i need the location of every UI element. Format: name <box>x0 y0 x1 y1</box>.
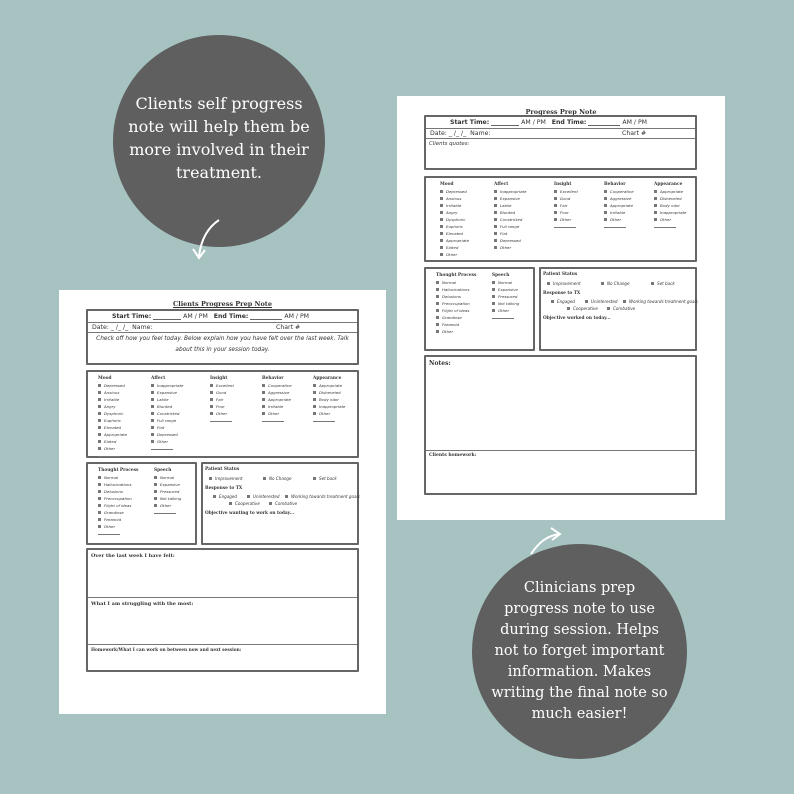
end-time-field[interactable] <box>250 319 282 320</box>
homework-label: Clients homework: <box>429 453 477 458</box>
insight-option[interactable]: Other <box>554 216 578 223</box>
behavior-option[interactable]: Aggressive <box>262 389 292 396</box>
engaged-option[interactable]: Engaged <box>213 494 237 499</box>
speech-option[interactable]: Other <box>154 502 181 509</box>
behavior-option[interactable]: Other <box>262 410 292 417</box>
bubble-clinician-text: Clinicians prep progress note to use during session. Helps not to forget important information. Makes writing the final note so much easier! <box>491 580 668 722</box>
insight-option[interactable]: Fair <box>210 396 234 403</box>
mental-status-box <box>86 370 359 458</box>
appearance-option[interactable]: Appropriate <box>313 382 345 389</box>
mood-option[interactable]: Depressed <box>440 188 469 195</box>
insight-option[interactable]: Good <box>554 195 578 202</box>
clinician-note-title: Progress Prep Note <box>525 108 597 116</box>
speech-option[interactable]: Not talking <box>154 495 181 502</box>
appearance-option[interactable]: Disheveled <box>654 195 686 202</box>
homework-label: Homework/What I can work on between now and next session: <box>91 648 242 653</box>
behavior-option[interactable]: Aggressive <box>604 195 634 202</box>
affect-option[interactable]: Labile <box>151 396 183 403</box>
affect-option[interactable]: Full range <box>151 417 183 424</box>
end-time-label: End Time: <box>213 313 249 320</box>
speech-option[interactable]: Expansive <box>154 481 181 488</box>
objective-label: Objective wanting to work on today... <box>205 511 295 516</box>
thought-option[interactable]: Other <box>436 328 476 335</box>
appearance-option[interactable]: Appropriate <box>654 188 686 195</box>
insight-option[interactable]: Fair <box>554 202 578 209</box>
info-bubble-client <box>113 35 325 247</box>
mood-option[interactable]: Angry <box>440 209 469 216</box>
cooperative-option[interactable]: Cooperative <box>567 306 598 311</box>
mood-option[interactable]: Euphoric <box>98 417 127 424</box>
affect-option[interactable]: Expansive <box>151 389 183 396</box>
objective-label: Objective worked on today... <box>543 316 611 321</box>
mood-option[interactable]: Elated <box>98 438 127 445</box>
mood-option[interactable]: Irritable <box>440 202 469 209</box>
affect-option[interactable]: Flat <box>494 230 526 237</box>
thought-option[interactable]: Normal <box>436 279 476 286</box>
affect-option[interactable]: Expansive <box>494 195 526 202</box>
thought-option[interactable]: Other <box>98 523 138 530</box>
mood-option[interactable]: Other <box>440 251 469 258</box>
appearance-option[interactable]: Inappropriate <box>313 403 345 410</box>
date-field[interactable]: _ /_ /_ <box>110 324 129 331</box>
thought-option[interactable]: Delusions <box>98 488 138 495</box>
date-label: Date: <box>92 324 109 331</box>
speech-option[interactable]: Pressured <box>492 293 519 300</box>
no-change-option[interactable]: No Change <box>601 281 630 286</box>
thought-option[interactable]: Paranoid <box>98 516 138 523</box>
affect-option[interactable]: Labile <box>494 202 526 209</box>
mood-option[interactable]: Euphoric <box>440 223 469 230</box>
mood-column: Mood Depressed Anxious Irritable Angry Dysphoric Euphoric Elevated Appropriate Elated Other <box>440 182 470 257</box>
patient-status-box <box>201 462 359 545</box>
mood-option[interactable]: Appropriate <box>440 237 469 244</box>
affect-option[interactable]: Constricted <box>151 410 183 417</box>
thought-option[interactable]: Hallucinations <box>98 481 138 488</box>
appearance-option[interactable]: Body odor <box>313 396 345 403</box>
affect-column: Affect Inappropriate Expansive Labile Blunted Constricted Full range Flat Depressed Other <box>494 182 527 250</box>
insight-column: Insight Excellent Good Fair Poor Other <box>210 376 234 422</box>
mood-option[interactable]: Elevated <box>98 424 127 431</box>
behavior-option[interactable]: Irritable <box>604 209 634 216</box>
patient-status-box <box>539 267 697 351</box>
thought-option[interactable]: Preoccupation <box>436 300 476 307</box>
start-time-label: Start Time: <box>112 313 152 320</box>
instructions-text: Check off how you feel today. Below explain how you have felt over the last week. Talk about this in your session today. <box>96 336 349 353</box>
affect-option[interactable]: Depressed <box>494 237 526 244</box>
combative-option[interactable]: Combative <box>269 501 297 506</box>
struggling-label: What I am struggling with the most: <box>91 601 194 607</box>
mood-option[interactable]: Depressed <box>98 382 127 389</box>
set-back-option[interactable]: Set back <box>651 281 675 286</box>
quotes-label: Clients quotes: <box>429 141 470 147</box>
appearance-option[interactable]: Body odor <box>654 202 686 209</box>
behavior-option[interactable]: Cooperative <box>604 188 634 195</box>
thought-option[interactable]: Delusions <box>436 293 476 300</box>
felt-label: Over the last week I have felt: <box>91 553 175 559</box>
start-time-field[interactable] <box>153 319 181 320</box>
affect-option[interactable]: Blunted <box>151 403 183 410</box>
mood-option[interactable]: Irritable <box>98 396 127 403</box>
working-option[interactable]: Working towards treatment goals <box>623 299 698 304</box>
insight-option[interactable]: Good <box>210 389 234 396</box>
chart-label: Chart # <box>276 324 301 331</box>
name-label: Name: <box>470 130 491 137</box>
affect-option[interactable]: Blunted <box>494 209 526 216</box>
behavior-option[interactable]: Other <box>604 216 634 223</box>
patient-status-heading: Patient Status <box>543 272 578 277</box>
uninterested-option[interactable]: Uninterested <box>585 299 618 304</box>
patient-status-heading: Patient Status <box>205 467 240 472</box>
thought-option[interactable]: Preoccupation <box>98 495 138 502</box>
improvement-option[interactable]: Improvement <box>547 281 581 286</box>
cooperative-option[interactable]: Cooperative <box>229 501 260 506</box>
affect-option[interactable]: Other <box>494 244 526 251</box>
behavior-option[interactable]: Appropriate <box>604 202 634 209</box>
affect-option[interactable]: Other <box>151 438 183 445</box>
reflection-box <box>86 548 359 672</box>
affect-option[interactable]: Flat <box>151 424 183 431</box>
thought-option[interactable]: Flight of ideas <box>436 307 476 314</box>
speech-option[interactable]: Not talking <box>492 300 519 307</box>
end-time-label: End Time: <box>551 119 587 126</box>
mood-column: Mood Depressed Anxious Irritable Angry Dysphoric Euphoric Elevated Appropriate Elated Other <box>98 376 127 457</box>
appearance-option[interactable]: Other <box>654 216 686 223</box>
bubble-client-text: Clients self progress note will help them be more involved in their treatment. <box>128 94 310 182</box>
insight-column: Insight Excellent Good Fair Poor Other <box>554 182 578 228</box>
behavior-column: Behavior Cooperative Aggressive Appropriate Irritable Other <box>262 376 292 422</box>
behavior-column: Behavior Cooperative Aggressive Appropriate Irritable Other <box>604 182 634 228</box>
client-progress-note-page <box>59 290 386 714</box>
thought-option[interactable]: Normal <box>98 474 138 481</box>
speech-option[interactable]: Other <box>492 307 519 314</box>
insight-option[interactable]: Excellent <box>554 188 578 195</box>
header-box: Start Time: AM / PM End Time: AM / PM Date: _ /_ /_ Name: Chart # Check off how you feel today. Below explain how you have felt over the last week. Talk about this in your session today. <box>86 309 359 365</box>
behavior-option[interactable]: Irritable <box>262 403 292 410</box>
mood-option[interactable]: Anxious <box>98 389 127 396</box>
combative-option[interactable]: Combative <box>607 306 635 311</box>
arrow-up-right-icon <box>525 526 565 556</box>
thought-option[interactable]: Flight of ideas <box>98 502 138 509</box>
chart-label: Chart # <box>622 130 647 137</box>
engaged-option[interactable]: Engaged <box>551 299 575 304</box>
thought-column: Thought Process Normal Hallucinations Delusions Preoccupation Flight of ideas Grandiose Paranoid Other <box>436 273 477 334</box>
working-option[interactable]: Working towards treatment goals <box>285 494 360 499</box>
arrow-down-left-icon <box>185 218 225 263</box>
speech-option[interactable]: Expansive <box>492 286 519 293</box>
start-time-label: Start Time: <box>450 119 490 126</box>
improvement-option[interactable]: Improvement <box>209 476 243 481</box>
name-label: Name: <box>132 324 153 331</box>
mood-option[interactable]: Elated <box>440 244 469 251</box>
mood-option[interactable]: Dysphoric <box>98 410 127 417</box>
uninterested-option[interactable]: Uninterested <box>247 494 280 499</box>
thought-column: Thought Process Normal Hallucinations Delusions Preoccupation Flight of ideas Grandiose Paranoid Other <box>98 468 138 535</box>
date-field[interactable]: _ /_ /_ <box>448 130 467 137</box>
affect-option[interactable]: Depressed <box>151 431 183 438</box>
affect-option[interactable]: Constricted <box>494 216 526 223</box>
mood-option[interactable]: Anxious <box>440 195 469 202</box>
affect-option[interactable]: Full range <box>494 223 526 230</box>
thought-speech-box <box>86 462 197 545</box>
mood-option[interactable]: Angry <box>98 403 127 410</box>
speech-column: Speech Normal Expansive Pressured Not talking Other <box>154 468 181 514</box>
start-time-field[interactable] <box>491 125 519 126</box>
date-label: Date: <box>430 130 447 137</box>
thought-option[interactable]: Hallucinations <box>436 286 476 293</box>
response-heading: Response to TX <box>543 291 581 296</box>
mental-status-box <box>424 176 697 262</box>
no-change-option[interactable]: No Change <box>263 476 292 481</box>
affect-option[interactable]: Inappropriate <box>151 382 183 389</box>
appearance-column: Appearance Appropriate Disheveled Body odor Inappropriate Other <box>654 182 686 228</box>
insight-option[interactable]: Poor <box>554 209 578 216</box>
thought-speech-box <box>424 267 535 351</box>
speech-column: Speech Normal Expansive Pressured Not talking Other <box>492 273 519 319</box>
speech-option[interactable]: Normal <box>154 474 181 481</box>
affect-column: Affect Inappropriate Expansive Labile Blunted Constricted Full range Flat Depressed Other <box>151 376 183 450</box>
appearance-option[interactable]: Other <box>313 410 345 417</box>
thought-option[interactable]: Grandiose <box>436 314 476 321</box>
behavior-option[interactable]: Cooperative <box>262 382 292 389</box>
insight-option[interactable]: Other <box>210 410 234 417</box>
end-time-field[interactable] <box>588 125 620 126</box>
set-back-option[interactable]: Set back <box>313 476 337 481</box>
mood-option[interactable]: Dysphoric <box>440 216 469 223</box>
mood-option[interactable]: Other <box>98 445 127 452</box>
insight-option[interactable]: Poor <box>210 403 234 410</box>
clinician-progress-note-page <box>397 96 725 520</box>
behavior-option[interactable]: Appropriate <box>262 396 292 403</box>
thought-option[interactable]: Grandiose <box>98 509 138 516</box>
thought-option[interactable]: Paranoid <box>436 321 476 328</box>
appearance-column: Appearance Appropriate Disheveled Body odor Inappropriate Other <box>313 376 345 422</box>
info-bubble-clinician <box>472 544 687 759</box>
speech-option[interactable]: Normal <box>492 279 519 286</box>
affect-option[interactable]: Inappropriate <box>494 188 526 195</box>
mood-option[interactable]: Appropriate <box>98 431 127 438</box>
notes-box <box>424 355 697 495</box>
mood-option[interactable]: Elevated <box>440 230 469 237</box>
insight-option[interactable]: Excellent <box>210 382 234 389</box>
appearance-option[interactable]: Disheveled <box>313 389 345 396</box>
header-box: Start Time: AM / PM End Time: AM / PM Date: _ /_ /_ Name: Chart # Clients quotes: <box>424 115 697 170</box>
appearance-option[interactable]: Inappropriate <box>654 209 686 216</box>
speech-option[interactable]: Pressured <box>154 488 181 495</box>
client-note-title: Clients Progress Prep Note <box>173 300 272 308</box>
response-heading: Response to TX <box>205 486 243 491</box>
notes-label: Notes: <box>429 360 451 367</box>
